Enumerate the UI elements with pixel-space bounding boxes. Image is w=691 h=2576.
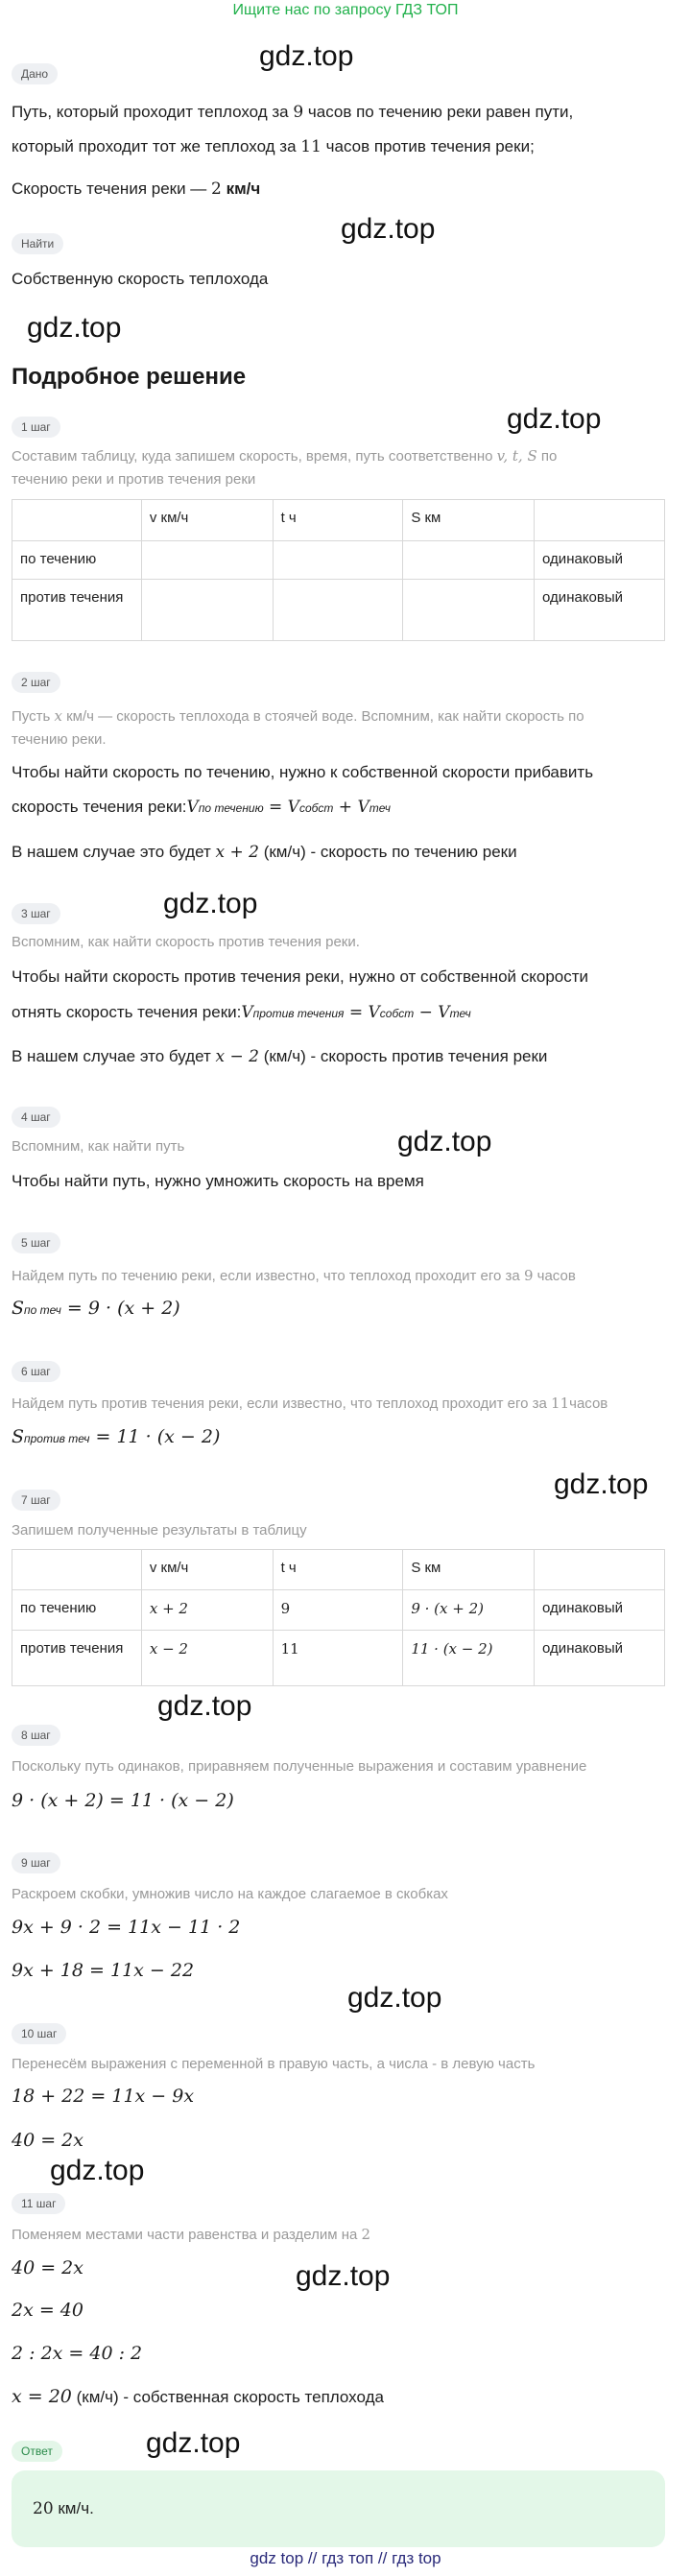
find-text: Собственную скорость теплохода [12,270,269,288]
table-1 [12,499,665,641]
table-cell: против течения [12,1631,142,1686]
table-row [12,541,665,580]
given-line-1: Путь, который проходит теплоход за 9 часов по течению реки равен пути, [12,103,574,122]
step-11-badge: 11 шаг [12,2193,65,2214]
watermark: gdz.top [554,1468,649,1500]
table-cell: 11 · (x − 2) [403,1631,535,1686]
table-cell: по течению [12,541,142,580]
step-8-badge: 8 шаг [12,1725,60,1746]
table-cell: по течению [12,1590,142,1631]
watermark: gdz.top [50,2155,145,2186]
table-header [535,500,665,541]
step-3-text-1: Чтобы найти скорость против течения реки, нужно от собственной скорости [12,967,589,986]
table-row [12,1590,665,1631]
table-row [12,1631,665,1686]
table-cell: 9 · (x + 2) [403,1590,535,1631]
find-badge: Найти [12,233,63,254]
step-6-formula: Sпротив теч = 11 · (x − 2) [12,1426,221,1447]
watermark: gdz.top [397,1126,492,1157]
step-4-text: Чтобы найти путь, нужно умножить скорость на время [12,1172,424,1190]
step-1-hint: Составим таблицу, куда запишем скорость, время, путь соответственно v, t, S по течению реки и против течения реки [12,447,558,488]
step-3-text-3: В нашем случае это будет x − 2 (км/ч) - скорость против течения реки [12,1047,548,1066]
table-cell: 9 [273,1590,403,1631]
step-11-result: x = 20 (км/ч) - собственная скорость теплохода [12,2386,384,2407]
step-3-text-2: отнять скорость течения реки:Vпротив течения = Vсобст − Vтеч [12,1003,471,1022]
step-5-badge: 5 шаг [12,1232,60,1253]
footer-links[interactable]: gdz top // гдз топ // гдз top [250,2549,441,2567]
step-2-text-3: В нашем случае это будет x + 2 (км/ч) - скорость по течению реки [12,843,517,862]
table-2 [12,1549,665,1686]
step-2-text-1: Чтобы найти скорость по течению, нужно к собственной скорости прибавить [12,763,594,781]
top-banner[interactable]: Ищите нас по запросу ГДЗ ТОП [232,2,459,18]
step-8-equation: 9 · (x + 2) = 11 · (x − 2) [12,1790,234,1811]
table-header: S км [403,1550,535,1590]
step-3-hint: Вспомним, как найти скорость против течения реки. [12,934,360,950]
table-cell: против течения [12,580,142,641]
answer-badge: Ответ [12,2441,62,2462]
table-cell: одинаковый [535,1590,665,1631]
watermark: gdz.top [341,213,436,245]
answer-text: 20 км/ч. [33,2499,94,2518]
step-9-equation-1: 9x + 9 · 2 = 11x − 11 · 2 [12,1917,241,1938]
watermark: gdz.top [146,2427,241,2459]
step-3-badge: 3 шаг [12,903,60,924]
table-cell [403,541,535,580]
step-11-hint: Поменяем местами части равенства и разделим на 2 [12,2226,371,2243]
step-7-hint: Запишем полученные результаты в таблицу [12,1522,307,1538]
step-6-hint: Найдем путь против течения реки, если известно, что теплоход проходит его за 11часов [12,1395,608,1412]
step-1-badge: 1 шаг [12,417,60,438]
step-10-hint: Перенесём выражения с переменной в правую часть, а числа - в левую часть [12,2056,536,2072]
given-line-2: который проходит тот же теплоход за 11 часов против течения реки; [12,137,535,156]
step-2-hint: Пусть x км/ч — скорость теплохода в стоячей воде. Вспомним, как найти скорость по течению реки. [12,707,584,748]
step-9-equation-2: 9x + 18 = 11x − 22 [12,1960,195,1981]
step-2-text-2: скорость течения реки:Vпо течению = Vсобст + Vтеч [12,798,391,817]
table-header: t ч [273,1550,403,1590]
given-badge: Дано [12,63,58,84]
table-cell [273,541,403,580]
step-4-badge: 4 шаг [12,1107,60,1128]
table-row [12,580,665,641]
table-cell: одинаковый [535,1631,665,1686]
table-header [12,1550,142,1590]
watermark: gdz.top [296,2260,391,2292]
step-9-badge: 9 шаг [12,1852,60,1873]
table-header: v км/ч [141,500,273,541]
step-2-badge: 2 шаг [12,672,60,693]
table-cell [141,541,273,580]
table-cell: x + 2 [141,1590,273,1631]
table-cell [403,580,535,641]
step-10-badge: 10 шаг [12,2023,66,2044]
table-cell: одинаковый [535,541,665,580]
step-10-equation-2: 40 = 2x [12,2130,83,2151]
table-cell: 11 [273,1631,403,1686]
step-9-hint: Раскроем скобки, умножив число на каждое слагаемое в скобках [12,1886,448,1902]
table-header [12,500,142,541]
table-header: S км [403,500,535,541]
table-header: v км/ч [141,1550,273,1590]
table-cell [273,580,403,641]
step-8-hint: Поскольку путь одинаков, приравняем полученные выражения и составим уравнение [12,1758,587,1775]
watermark: gdz.top [163,888,258,919]
step-4-hint: Вспомним, как найти путь [12,1138,185,1155]
step-5-hint: Найдем путь по течению реки, если известно, что теплоход проходит его за 9 часов [12,1267,576,1284]
step-11-equation-3: 2 : 2x = 40 : 2 [12,2343,143,2364]
solution-title: Подробное решение [12,364,247,390]
step-10-equation-1: 18 + 22 = 11x − 9x [12,2086,195,2107]
given-line-3: Скорость течения реки — 2 км/ч [12,179,261,199]
table-header: t ч [273,500,403,541]
watermark: gdz.top [27,312,122,344]
table-cell: одинаковый [535,580,665,641]
answer-box [12,2470,665,2547]
watermark: gdz.top [157,1690,252,1722]
step-11-equation-1: 40 = 2x [12,2257,83,2278]
step-7-badge: 7 шаг [12,1490,60,1511]
step-5-formula: Sпо теч = 9 · (x + 2) [12,1298,180,1319]
table-header [535,1550,665,1590]
step-11-equation-2: 2x = 40 [12,2300,83,2321]
table-cell [141,580,273,641]
watermark: gdz.top [259,40,354,72]
watermark: gdz.top [347,1982,442,2014]
step-6-badge: 6 шаг [12,1361,60,1382]
table-cell: x − 2 [141,1631,273,1686]
watermark: gdz.top [507,403,602,435]
